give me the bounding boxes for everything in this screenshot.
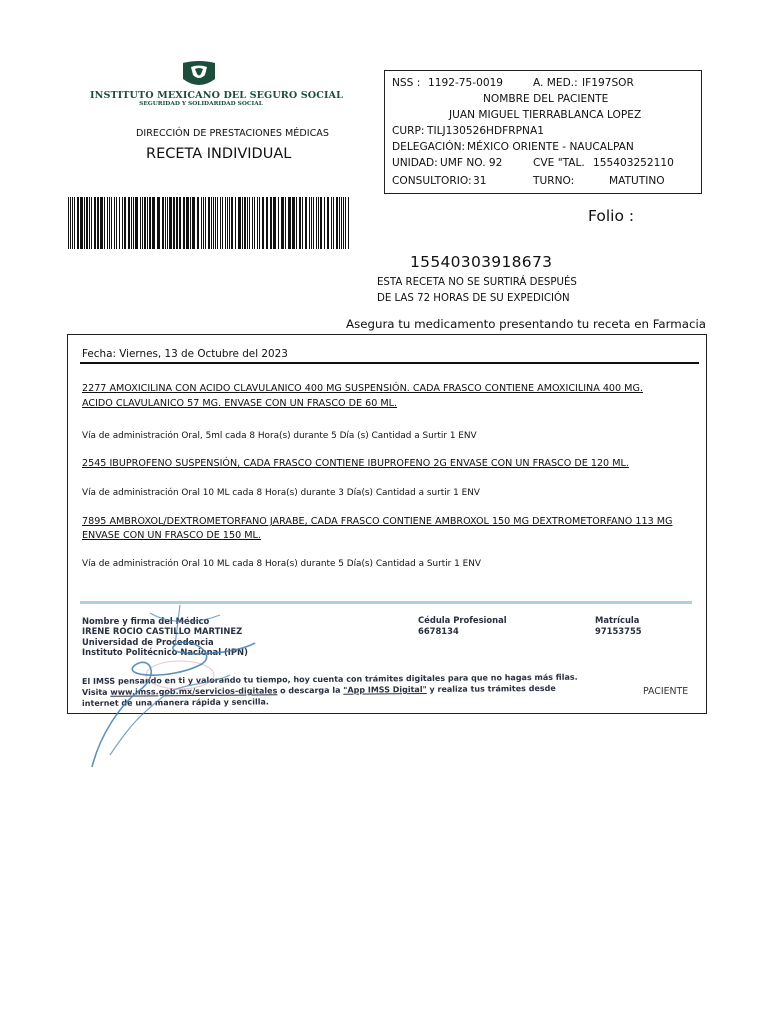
barcode-bar (220, 197, 221, 249)
footer-line3: internet de una manera rápida y sencilla. (82, 697, 269, 708)
barcode-bar (288, 197, 291, 249)
barcode-bar (333, 197, 334, 249)
barcode-bar (244, 197, 246, 249)
turno-label: TURNO: (533, 175, 575, 187)
barcode-bar (331, 197, 332, 249)
app-imss-digital-link[interactable]: "App IMSS Digital" (343, 684, 427, 695)
barcode (68, 197, 350, 249)
barcode-bar (296, 197, 297, 249)
cedula-label: Cédula Profesional (418, 615, 507, 625)
patient-name-label: NOMBRE DEL PACIENTE (483, 93, 609, 105)
barcode-bar (343, 197, 344, 249)
barcode-bar (227, 197, 228, 249)
barcode-bar (201, 197, 202, 249)
barcode-bar (273, 197, 276, 249)
barcode-bar (208, 197, 210, 249)
barcode-bar (162, 197, 164, 249)
barcode-bar (70, 197, 71, 249)
curp-value: TILJ130526HDFRPNA1 (427, 125, 544, 137)
barcode-bar (97, 197, 99, 249)
barcode-bar (183, 197, 185, 249)
direction-label: DIRECCIÓN DE PRESTACIONES MÉDICAS (136, 128, 329, 139)
barcode-bar (259, 197, 260, 249)
barcode-bar (179, 197, 181, 249)
barcode-bar (122, 197, 123, 249)
barcode-bar (131, 197, 132, 249)
turno-value: MATUTINO (609, 175, 665, 187)
university-label: Universidad de Procedencia (82, 637, 214, 647)
barcode-bar (119, 197, 120, 249)
barcode-bar (91, 197, 92, 249)
barcode-bar (80, 197, 83, 249)
barcode-bar (299, 197, 301, 249)
barcode-bar (257, 197, 258, 249)
expiry-notice-line1: ESTA RECETA NO SE SURTIRÁ DESPUÉS (377, 277, 577, 288)
barcode-bar (147, 197, 148, 249)
footer-line2-text: Visita (82, 687, 111, 697)
barcode-bar (186, 197, 189, 249)
pharmacy-notice: Asegura tu medicamento presentando tu receta en Farmacia (346, 317, 706, 331)
institution-subtitle: SEGURIDAD Y SOLIDARIDAD SOCIAL (139, 101, 263, 107)
medication-3-line2: ENVASE CON UN FRASCO DE 150 ML. (82, 530, 261, 541)
barcode-bar (320, 197, 322, 249)
barcode-bar (278, 197, 279, 249)
barcode-bar (205, 197, 206, 249)
barcode-bar (313, 197, 314, 249)
barcode-bar (190, 197, 191, 249)
barcode-bar (348, 197, 349, 249)
barcode-bar (302, 197, 303, 249)
cve-value: 155403252110 (593, 157, 674, 169)
barcode-bar (124, 197, 126, 249)
barcode-bar (316, 197, 317, 249)
medication-2-dosage: Vía de administración Oral 10 ML cada 8 Hora(s) durante 3 Día(s) Cantidad a surtir 1 ENV (82, 488, 480, 498)
date-divider (80, 362, 699, 364)
nss-value: 1192-75-0019 (428, 77, 504, 89)
barcode-bar (292, 197, 295, 249)
barcode-bar (192, 197, 195, 249)
university-name: Instituto Politécnico Nacional (IPN) (82, 647, 248, 657)
barcode-bar (68, 197, 69, 249)
barcode-bar (222, 197, 223, 249)
barcode-bar (157, 197, 160, 249)
nss-label: NSS : (392, 77, 421, 89)
barcode-bar (100, 197, 103, 249)
barcode-bar (324, 197, 325, 249)
amed-value: IF197SOR (582, 77, 634, 89)
barcode-bar (318, 197, 319, 249)
matricula-label: Matrícula (595, 615, 640, 625)
barcode-bar (74, 197, 75, 249)
barcode-bar (107, 197, 108, 249)
barcode-bar (262, 197, 264, 249)
barcode-bar (203, 197, 204, 249)
barcode-bar (242, 197, 243, 249)
barcode-bar (116, 197, 117, 249)
barcode-bar (231, 197, 233, 249)
medication-3-dosage: Vía de administración Oral 10 ML cada 8 Hora(s) durante 5 Día(s) Cantidad a Surtir 1 ENV (82, 559, 481, 569)
barcode-bar (140, 197, 141, 249)
barcode-bar (89, 197, 90, 249)
delegacion-label: DELEGACIÓN: (392, 141, 466, 153)
barcode-bar (309, 197, 310, 249)
barcode-bar (305, 197, 307, 249)
barcode-bar (176, 197, 178, 249)
medication-1-line1: 2277 AMOXICILINA CON ACIDO CLAVULANICO 400 MG SUSPENSIÓN. CADA FRASCO CONTIENE AMOXICILINA 400 MG. (82, 383, 643, 394)
copy-label: PACIENTE (643, 686, 689, 697)
footer-line1: El IMSS pensando en ti y valorando tu tiempo, hoy cuenta con trámites digitales para que no hagas más filas. (82, 672, 578, 686)
barcode-bar (285, 197, 286, 249)
barcode-bar (266, 197, 268, 249)
footer-line2-text-b: o descarga la (277, 685, 344, 696)
barcode-bar (238, 197, 241, 249)
footer-line2-text-c: y realiza tus trámites desde (426, 683, 556, 694)
barcode-bar (247, 197, 248, 249)
barcode-bar (281, 197, 284, 249)
barcode-bar (149, 197, 151, 249)
barcode-bar (77, 197, 79, 249)
barcode-bar (111, 197, 112, 249)
barcode-bar (254, 197, 255, 249)
patient-info-box (384, 70, 702, 194)
barcode-bar (270, 197, 272, 249)
barcode-bar (235, 197, 236, 249)
barcode-bar (86, 197, 88, 249)
medication-3-line1: 7895 AMBROXOL/DEXTROMETORFANO JARABE, CADA FRASCO CONTIENE AMBROXOL 150 MG DEXTROMETORFANO 113 MG (82, 516, 673, 527)
barcode-bar (173, 197, 175, 249)
institution-name: INSTITUTO MEXICANO DEL SEGURO SOCIAL (90, 90, 343, 101)
barcode-bar (144, 197, 146, 249)
barcode-bar (167, 197, 168, 249)
amed-label: A. MED.: (533, 77, 578, 89)
barcode-bar (215, 197, 216, 249)
barcode-bar (165, 197, 166, 249)
doctor-signature-label: Nombre y firma del Médico (82, 616, 210, 626)
barcode-bar (142, 197, 143, 249)
expiry-notice-line2: DE LAS 72 HORAS DE SU EXPEDICIÓN (377, 293, 570, 304)
barcode-bar (252, 197, 253, 249)
barcode-bar (135, 197, 138, 249)
unidad-label: UNIDAD: (392, 157, 438, 169)
curp-label: CURP: (392, 125, 425, 137)
matricula-value: 97153755 (595, 626, 642, 636)
folio-number: 15540303918673 (410, 253, 553, 271)
barcode-bar (217, 197, 218, 249)
consultorio-value: 31 (473, 175, 487, 187)
scan-divider (80, 601, 692, 604)
prescription-date: Fecha: Viernes, 13 de Octubre del 2023 (82, 348, 288, 360)
barcode-bar (213, 197, 214, 249)
barcode-bar (72, 197, 73, 249)
barcode-bar (327, 197, 329, 249)
barcode-bar (114, 197, 115, 249)
barcode-bar (128, 197, 130, 249)
barcode-bar (229, 197, 230, 249)
barcode-bar (152, 197, 155, 249)
barcode-bar (345, 197, 346, 249)
barcode-bar (211, 197, 212, 249)
consultorio-label: CONSULTORIO: (392, 175, 472, 187)
barcode-bar (341, 197, 342, 249)
barcode-bar (104, 197, 105, 249)
patient-name: JUAN MIGUEL TIERRABLANCA LOPEZ (449, 109, 642, 121)
barcode-bar (225, 197, 226, 249)
barcode-bar (169, 197, 172, 249)
barcode-bar (109, 197, 110, 249)
imss-eagle-logo-icon (179, 61, 219, 91)
barcode-bar (339, 197, 340, 249)
barcode-bar (249, 197, 250, 249)
doctor-name: IRENE ROCIO CASTILLO MARTINEZ (82, 626, 243, 636)
cedula-value: 6678134 (418, 626, 459, 636)
barcode-bar (336, 197, 338, 249)
delegacion-value: MÉXICO ORIENTE - NAUCALPAN (467, 141, 634, 153)
medication-1-dosage: Vía de administración Oral, 5ml cada 8 Hora(s) durante 5 Día (s) Cantidad a Surtir 1 ENV (82, 431, 477, 441)
medication-1-line2: ACIDO CLAVULANICO 57 MG. ENVASE CON UN FRASCO DE 60 ML. (82, 398, 398, 409)
barcode-bar (84, 197, 85, 249)
cve-label: CVE "TAL. (533, 157, 585, 169)
barcode-bar (311, 197, 312, 249)
unidad-value: UMF NO. 92 (440, 157, 503, 169)
folio-label: Folio : (588, 207, 635, 225)
imss-digital-link[interactable]: www.imss.gob.mx/servicios-digitales (110, 686, 278, 697)
medication-2-line1: 2545 IBUPROFENO SUSPENSIÓN, CADA FRASCO CONTIENE IBUPROFENO 2G ENVASE CON UN FRASCO DE 120 ML. (82, 458, 629, 469)
page-title: RECETA INDIVIDUAL (146, 146, 292, 162)
barcode-bar (133, 197, 134, 249)
barcode-bar (94, 197, 96, 249)
barcode-bar (197, 197, 199, 249)
